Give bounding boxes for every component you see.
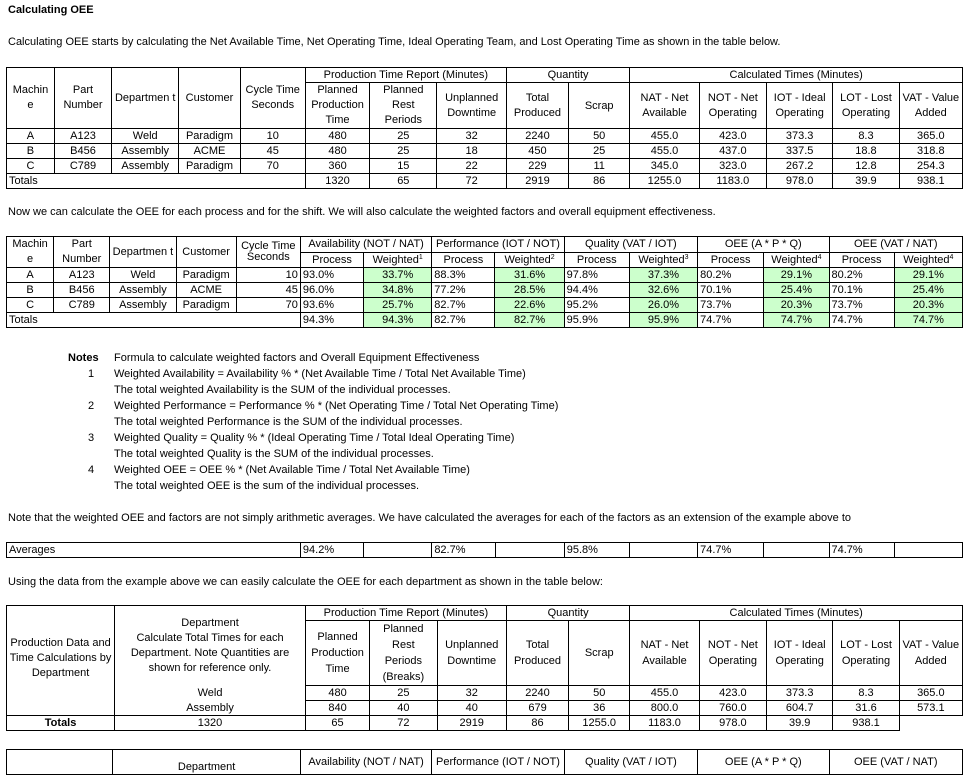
header-total-produced: Total Produced [506,83,568,129]
header-perf-weighted: Weighted$^2$ [495,252,564,268]
cell-scrap: 50 [569,129,630,144]
cell-planned-prod: 480 [305,144,369,159]
header-vat: VAT - Value Added [899,83,962,129]
cell-not: 760.0 [699,701,766,716]
group-production-time: Production Time Report (Minutes) [305,606,506,621]
total-perf-process: 82.7% [432,313,495,328]
cell-planned-prod: 840 [305,701,369,716]
cell-qual-process: 95.2% [564,298,629,313]
note-formula: Weighted Quality = Quality % * (Ideal Operating Time / Total Ideal Operating Time) [114,432,515,444]
cell-lot: 12.8 [833,159,899,174]
group-calculated-times: Calculated Times (Minutes) [630,606,963,621]
header-total-produced: Total Produced [506,621,568,686]
cell-oee1-weighted: 20.3% [764,298,829,313]
cell-qual-process: 97.8% [564,268,629,283]
cell-nat: 455.0 [630,686,699,701]
header-qual-process: Process [564,252,629,268]
cell-nat: 455.0 [630,144,699,159]
total-produced: 2919 [437,716,506,731]
avg-availability: 94.2% [300,543,363,558]
notes-heading: Notes [68,352,99,364]
group-production-time: Production Time Report (Minutes) [305,68,506,83]
avg-blank [495,543,564,558]
cell-total-prod: 2240 [506,129,568,144]
avg-quality: 95.8% [564,543,629,558]
cell-perf-process: 77.2% [432,283,495,298]
group-quantity: Quantity [506,68,629,83]
cell-dept: Assembly [115,701,306,716]
cell-customer: Paradigm [176,298,236,313]
cell-avail-process: 96.0% [300,283,363,298]
group-quality: Quality (VAT / IOT) [564,237,697,253]
total-planned-prod: 1320 [305,174,369,189]
cell-unplanned: 22 [437,159,506,174]
header-unplanned: Unplanned Downtime [437,83,506,129]
cell-machine: A [7,129,55,144]
cell-oee2-weighted: 29.1% [894,268,962,283]
cell-total-prod: 450 [506,144,568,159]
table-row [7,298,963,313]
header-oee1-process: Process [698,252,764,268]
cell-planned-rest: 40 [370,701,437,716]
cell-part: A123 [54,129,111,144]
totals-row [7,313,963,328]
total-scrap: 86 [506,716,568,731]
group-availability: Availability (NOT / NAT) [300,237,431,253]
avg-blank [894,543,962,558]
cell-part: C789 [54,298,110,313]
header-iot: IOT - Ideal Operating [767,83,833,129]
cell-planned-rest: 25 [370,129,437,144]
cell-iot: 337.5 [767,144,833,159]
cell-not: 423.0 [699,129,766,144]
cell-unplanned: 18 [437,144,506,159]
table-row [7,159,963,174]
cell-perf-weighted: 31.6% [495,268,564,283]
cell-qual-weighted: 37.3% [629,268,697,283]
cell-planned-prod: 360 [305,159,369,174]
note-formula: Weighted Availability = Availability % * (Net Available Time / Total Net Available Time) [114,368,526,380]
header-oee1-weighted: Weighted$^4$ [764,252,829,268]
table-row [7,701,963,716]
total-planned-prod: 1320 [115,716,306,731]
table-row [7,144,963,159]
cell-avail-weighted: 25.7% [364,298,432,313]
cell-dept: Assembly [112,159,179,174]
total-scrap: 86 [569,174,630,189]
total-planned-rest: 65 [370,174,437,189]
cell-oee1-weighted: 25.4% [764,283,829,298]
cell-machine: B [7,144,55,159]
header-vat: VAT - Value Added [899,621,962,686]
paragraph-3: Note that the weighted OEE and factors are not simply arithmetic averages. We have calculated the averages for each of the factors as an extension of the example above to [8,512,851,524]
total-iot: 978.0 [767,174,833,189]
header-not: NOT - Net Operating [699,83,766,129]
paragraph-2: Now we can calculate the OEE for each process and for the shift. We will also calculate the weighted factors and overall equipment effectiveness. [8,206,716,218]
note-number: 4 [87,464,95,476]
total-perf-weighted: 82.7% [495,313,564,328]
cell-iot: 267.2 [767,159,833,174]
group-availability: Availability (NOT / NAT) [300,750,431,775]
header-machine: Machin e [7,237,54,268]
cell-oee2-weighted: 20.3% [894,298,962,313]
averages-label: Averages [7,543,301,558]
total-oee1-weighted: 74.7% [764,313,829,328]
averages-row [7,543,963,558]
note-description: The total weighted Quality is the SUM of the individual processes. [114,448,434,460]
header-lot: LOT - Lost Operating [833,83,899,129]
cell-customer: ACME [176,283,236,298]
note-description: The total weighted Availability is the SUM of the individual processes. [114,384,451,396]
cell-perf-process: 88.3% [432,268,495,283]
totals-label: Totals [7,174,306,189]
header-part-number: Part Number [54,237,110,268]
header-oee2-weighted: Weighted$^4$ [894,252,962,268]
averages-table [6,542,963,558]
header-department: Department [113,750,301,775]
note-description: The total weighted OEE is the sum of the individual processes. [114,480,420,492]
group-performance: Performance (IOT / NOT) [432,237,564,253]
group-oee-vat-nat: OEE (VAT / NAT) [829,750,962,775]
header-not: NOT - Net Operating [699,621,766,686]
cell-planned-prod: 480 [305,129,369,144]
cell-cycle: 70 [236,298,300,313]
table-row [7,268,963,283]
cell-oee2-process: 80.2% [829,268,894,283]
total-lot: 39.9 [767,716,833,731]
cell-vat: 365.0 [899,686,962,701]
cell-avail-weighted: 33.7% [364,268,432,283]
total-planned-rest: 65 [305,716,369,731]
cell-oee2-process: 73.7% [829,298,894,313]
cell-planned-prod: 480 [305,686,369,701]
department-title: Department [181,616,239,629]
department-note: Calculate Total Times for each Department. Note Quantities are shown for reference only. [130,631,290,674]
header-cycle-time: Cycle Time Seconds [240,68,305,129]
header-nat: NAT - Net Available [630,621,699,686]
avg-oee-apq: 74.7% [698,543,764,558]
note-number: 1 [87,368,95,380]
cell-customer: Paradigm [179,159,240,174]
totals-row [7,716,963,731]
cell-not: 323.0 [699,159,766,174]
header-customer: Customer [179,68,240,129]
cell-dept: Assembly [112,144,179,159]
total-qual-process: 95.9% [564,313,629,328]
cell-iot: 373.3 [767,686,833,701]
cell-vat: 365.0 [899,129,962,144]
cell-planned-rest: 25 [370,686,437,701]
note-number: 2 [87,400,95,412]
header-nat: NAT - Net Available [630,83,699,129]
header-planned-rest: Planned Rest Periods (Breaks) [370,621,437,686]
header-planned-rest: Planned Rest Periods [370,83,437,129]
header-perf-process: Process [432,252,495,268]
cell-machine: C [7,298,54,313]
cell-not: 423.0 [699,686,766,701]
cell-oee1-process: 70.1% [698,283,764,298]
header-avail-weighted: Weighted$^1$ [364,252,432,268]
cell-part: B456 [54,283,110,298]
department-time-table [6,605,963,731]
cell-planned-rest: 15 [370,159,437,174]
table-row [7,686,963,701]
cell-unplanned: 40 [437,701,506,716]
cell-customer: Paradigm [176,268,236,283]
group-oee-vat-nat: OEE (VAT / NAT) [829,237,963,253]
cell-dept: Assembly [110,298,176,313]
cell-vat: 254.3 [899,159,962,174]
cell-avail-process: 93.6% [300,298,363,313]
header-qual-weighted: Weighted$^3$ [629,252,697,268]
paragraph-4: Using the data from the example above we can easily calculate the OEE for each department as shown in the table below: [8,576,603,588]
cell-planned-rest: 25 [370,144,437,159]
header-oee2-process: Process [829,252,894,268]
header-department-block [115,606,306,686]
table-row [7,283,963,298]
total-unplanned: 72 [370,716,437,731]
oee-table [6,236,963,328]
cell-qual-process: 94.4% [564,283,629,298]
cell-iot: 604.7 [767,701,833,716]
group-performance: Performance (IOT / NOT) [432,750,564,775]
header-planned-production: Planned Production Time [305,621,369,686]
total-vat: 938.1 [833,716,899,731]
cell-avail-process: 93.0% [300,268,363,283]
avg-blank [364,543,432,558]
cell-machine: A [7,268,54,283]
note-formula: Weighted Performance = Performance % * (Net Operating Time / Total Net Operating Time) [114,400,559,412]
notes-section [68,350,558,494]
total-nat: 1255.0 [569,716,630,731]
total-qual-weighted: 95.9% [629,313,697,328]
header-machine: Machin e [7,68,55,129]
cell-cycle: 45 [240,144,305,159]
avg-performance: 82.7% [432,543,495,558]
table-row [7,129,963,144]
cell-lot: 8.3 [833,129,899,144]
cell-perf-weighted: 22.6% [495,298,564,313]
cell-machine: B [7,283,54,298]
header-scrap: Scrap [569,621,630,686]
cell-perf-weighted: 28.5% [495,283,564,298]
cell-lot: 18.8 [833,144,899,159]
group-oee-apq: OEE (A * P * Q) [698,237,829,253]
cell-nat: 455.0 [630,129,699,144]
cell-customer: ACME [179,144,240,159]
cell-iot: 373.3 [767,129,833,144]
cell-oee1-process: 80.2% [698,268,764,283]
avg-oee-vat-nat: 74.7% [829,543,894,558]
cell-part: B456 [54,144,111,159]
cell-scrap: 36 [569,701,630,716]
totals-row [7,174,963,189]
note-number: 3 [87,432,95,444]
total-iot: 978.0 [699,716,766,731]
cell-part: C789 [54,159,111,174]
group-quantity: Quantity [506,606,629,621]
cell-lot: 31.6 [833,701,899,716]
cell-oee2-process: 70.1% [829,283,894,298]
cell-oee1-weighted: 29.1% [764,268,829,283]
cell-perf-process: 82.7% [432,298,495,313]
cell-lot: 8.3 [833,686,899,701]
cell-vat: 318.8 [899,144,962,159]
cell-qual-weighted: 32.6% [629,283,697,298]
cell-dept: Assembly [110,283,176,298]
cell-oee1-process: 73.7% [698,298,764,313]
cell-total-prod: 2240 [506,686,568,701]
side-blank [7,750,113,775]
cell-dept: Weld [110,268,176,283]
total-not: 1183.0 [699,174,766,189]
cell-scrap: 25 [569,144,630,159]
header-part-number: Part Number [54,68,111,129]
department-oee-table [6,749,963,775]
header-planned-production: Planned Production Time [305,83,369,129]
cell-scrap: 50 [569,686,630,701]
note-formula: Weighted OEE = OEE % * (Net Available Time / Total Net Available Time) [114,464,470,476]
total-oee2-process: 74.7% [829,313,894,328]
total-vat: 938.1 [899,174,962,189]
cell-qual-weighted: 26.0% [629,298,697,313]
total-oee1-process: 74.7% [698,313,764,328]
avg-blank [629,543,697,558]
cell-scrap: 11 [569,159,630,174]
notes-intro: Formula to calculate weighted factors and Overall Equipment Effectiveness [114,352,480,364]
cell-nat: 800.0 [630,701,699,716]
header-lot: LOT - Lost Operating [833,621,899,686]
group-oee-apq: OEE (A * P * Q) [698,750,829,775]
cell-cycle: 10 [240,129,305,144]
production-time-table [6,67,963,189]
cell-cycle: 10 [236,268,300,283]
header-customer: Customer [176,237,236,268]
cell-cycle: 45 [236,283,300,298]
header-cycle-time: Cycle Time Seconds [236,237,300,268]
intro-text: Calculating OEE starts by calculating the Net Available Time, Net Operating Time, Ideal Operating Team, and Lost Operating Time as shown in the table below. [8,36,781,48]
cell-cycle: 70 [240,159,305,174]
total-unplanned: 72 [437,174,506,189]
totals-label: Totals [7,313,301,328]
cell-oee2-weighted: 25.4% [894,283,962,298]
totals-label: Totals [7,716,115,731]
cell-not: 437.0 [699,144,766,159]
cell-unplanned: 32 [437,686,506,701]
cell-total-prod: 679 [506,701,568,716]
header-department: Departmen t [112,68,179,129]
cell-machine: C [7,159,55,174]
group-calculated-times: Calculated Times (Minutes) [630,68,963,83]
total-avail-process: 94.3% [300,313,363,328]
avg-blank [764,543,829,558]
cell-nat: 345.0 [630,159,699,174]
group-quality: Quality (VAT / IOT) [564,750,697,775]
header-iot: IOT - Ideal Operating [767,621,833,686]
cell-dept: Weld [112,129,179,144]
cell-dept: Weld [115,686,306,701]
total-produced: 2919 [506,174,568,189]
cell-part: A123 [54,268,110,283]
cell-vat: 573.1 [899,701,962,716]
cell-total-prod: 229 [506,159,568,174]
total-avail-weighted: 94.3% [364,313,432,328]
page-title: Calculating OEE [8,4,94,16]
header-department: Departmen t [110,237,176,268]
total-oee2-weighted: 74.7% [894,313,962,328]
cell-unplanned: 32 [437,129,506,144]
total-nat: 1255.0 [630,174,699,189]
header-scrap: Scrap [569,83,630,129]
side-label: Production Data and Time Calculations by Department [7,606,115,716]
total-lot: 39.9 [833,174,899,189]
header-unplanned: Unplanned Downtime [437,621,506,686]
note-description: The total weighted Performance is the SUM of the individual processes. [114,416,463,428]
cell-avail-weighted: 34.8% [364,283,432,298]
cell-customer: Paradigm [179,129,240,144]
header-avail-process: Process [300,252,363,268]
total-not: 1183.0 [630,716,699,731]
